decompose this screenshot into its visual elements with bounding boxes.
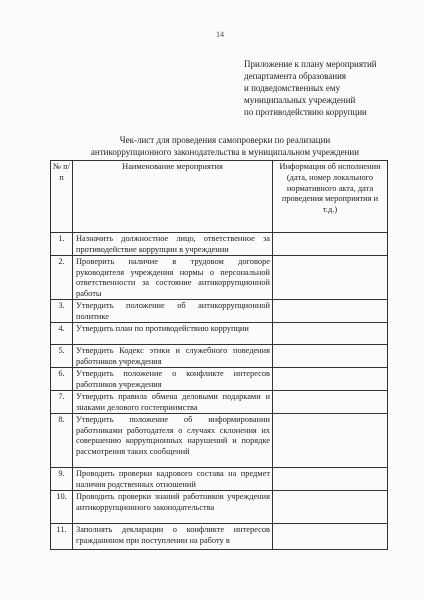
row-text: Утвердить план по противодействию коррупции <box>73 323 273 345</box>
table-row <box>51 368 388 391</box>
appendix-line: и подведомственных ему <box>244 83 341 93</box>
row-info-cell <box>273 524 388 550</box>
row-number: 4. <box>51 323 73 345</box>
row-info-cell <box>273 368 388 391</box>
table-row <box>51 468 388 491</box>
appendix-line: Приложение к плану мероприятий <box>244 59 377 69</box>
table-row <box>51 391 388 414</box>
table-row <box>51 524 388 550</box>
row-info-cell <box>273 323 388 345</box>
appendix-line: по противодействию коррупции <box>244 107 367 117</box>
row-text: Утвердить положение об информировании работниками работодателя о случаях склонения их совершению коррупционных нарушений и порядке рассмотрения таких сообщений <box>73 414 273 468</box>
row-text: Заполнять декларации о конфликте интересов гражданином при поступлении на работу в <box>73 524 273 550</box>
page-number: 14 <box>216 30 224 39</box>
row-number: 11. <box>51 524 73 550</box>
table-row <box>51 491 388 524</box>
row-number: 2. <box>51 256 73 300</box>
row-number: 9. <box>51 468 73 491</box>
row-text: Проверить наличие в трудовом договоре руководителя учреждения нормы о персональной ответственности за состояние антикоррупционной работы <box>73 256 273 300</box>
checklist-table <box>50 160 388 550</box>
table-row <box>51 300 388 323</box>
row-text: Утвердить Кодекс этики и служебного поведения работников учреждения <box>73 345 273 368</box>
row-text: Назначить должностное лицо, ответственное за противодействие коррупции в учреждении <box>73 233 273 256</box>
header-name: Наименование мероприятия <box>73 161 273 233</box>
row-text: Утвердить правила обмена деловыми подарками и знаками делового гостеприимства <box>73 391 273 414</box>
row-number: 8. <box>51 414 73 468</box>
table-row <box>51 233 388 256</box>
row-number: 3. <box>51 300 73 323</box>
row-info-cell <box>273 491 388 524</box>
row-number: 6. <box>51 368 73 391</box>
row-text: Утвердить положение об антикоррупционной политике <box>73 300 273 323</box>
row-info-cell <box>273 414 388 468</box>
row-info-cell <box>273 345 388 368</box>
table-row <box>51 256 388 300</box>
table-row <box>51 414 388 468</box>
row-text: Утвердить положение о конфликте интересов работников учреждения <box>73 368 273 391</box>
appendix-note <box>244 58 420 118</box>
table-header-row <box>51 161 388 233</box>
title-line: Чек-лист для проведения самопроверки по реализации <box>119 135 331 145</box>
row-info-cell <box>273 256 388 300</box>
row-number: 1. <box>51 233 73 256</box>
row-number: 5. <box>51 345 73 368</box>
header-num: № п/п <box>51 161 73 233</box>
appendix-line: департамента образования <box>244 71 347 81</box>
row-info-cell <box>273 468 388 491</box>
table-row <box>51 323 388 345</box>
document-title <box>40 134 410 158</box>
header-info: Информация об исполнении (дата, номер локального нормативного акта, дата проведения мероприятия и т.д.) <box>273 161 388 233</box>
row-text: Проводить проверки кадрового состава на предмет наличия родственных отношений <box>73 468 273 491</box>
table-row <box>51 345 388 368</box>
row-number: 7. <box>51 391 73 414</box>
row-info-cell <box>273 233 388 256</box>
row-text: Проводить проверки знаний работников учреждения антикоррупционного законодательства <box>73 491 273 524</box>
row-info-cell <box>273 391 388 414</box>
row-info-cell <box>273 300 388 323</box>
title-line: антикоррупционного законодательства в муниципальном учреждении <box>90 147 360 157</box>
appendix-line: муниципальных учреждений <box>244 95 356 105</box>
row-number: 10. <box>51 491 73 524</box>
